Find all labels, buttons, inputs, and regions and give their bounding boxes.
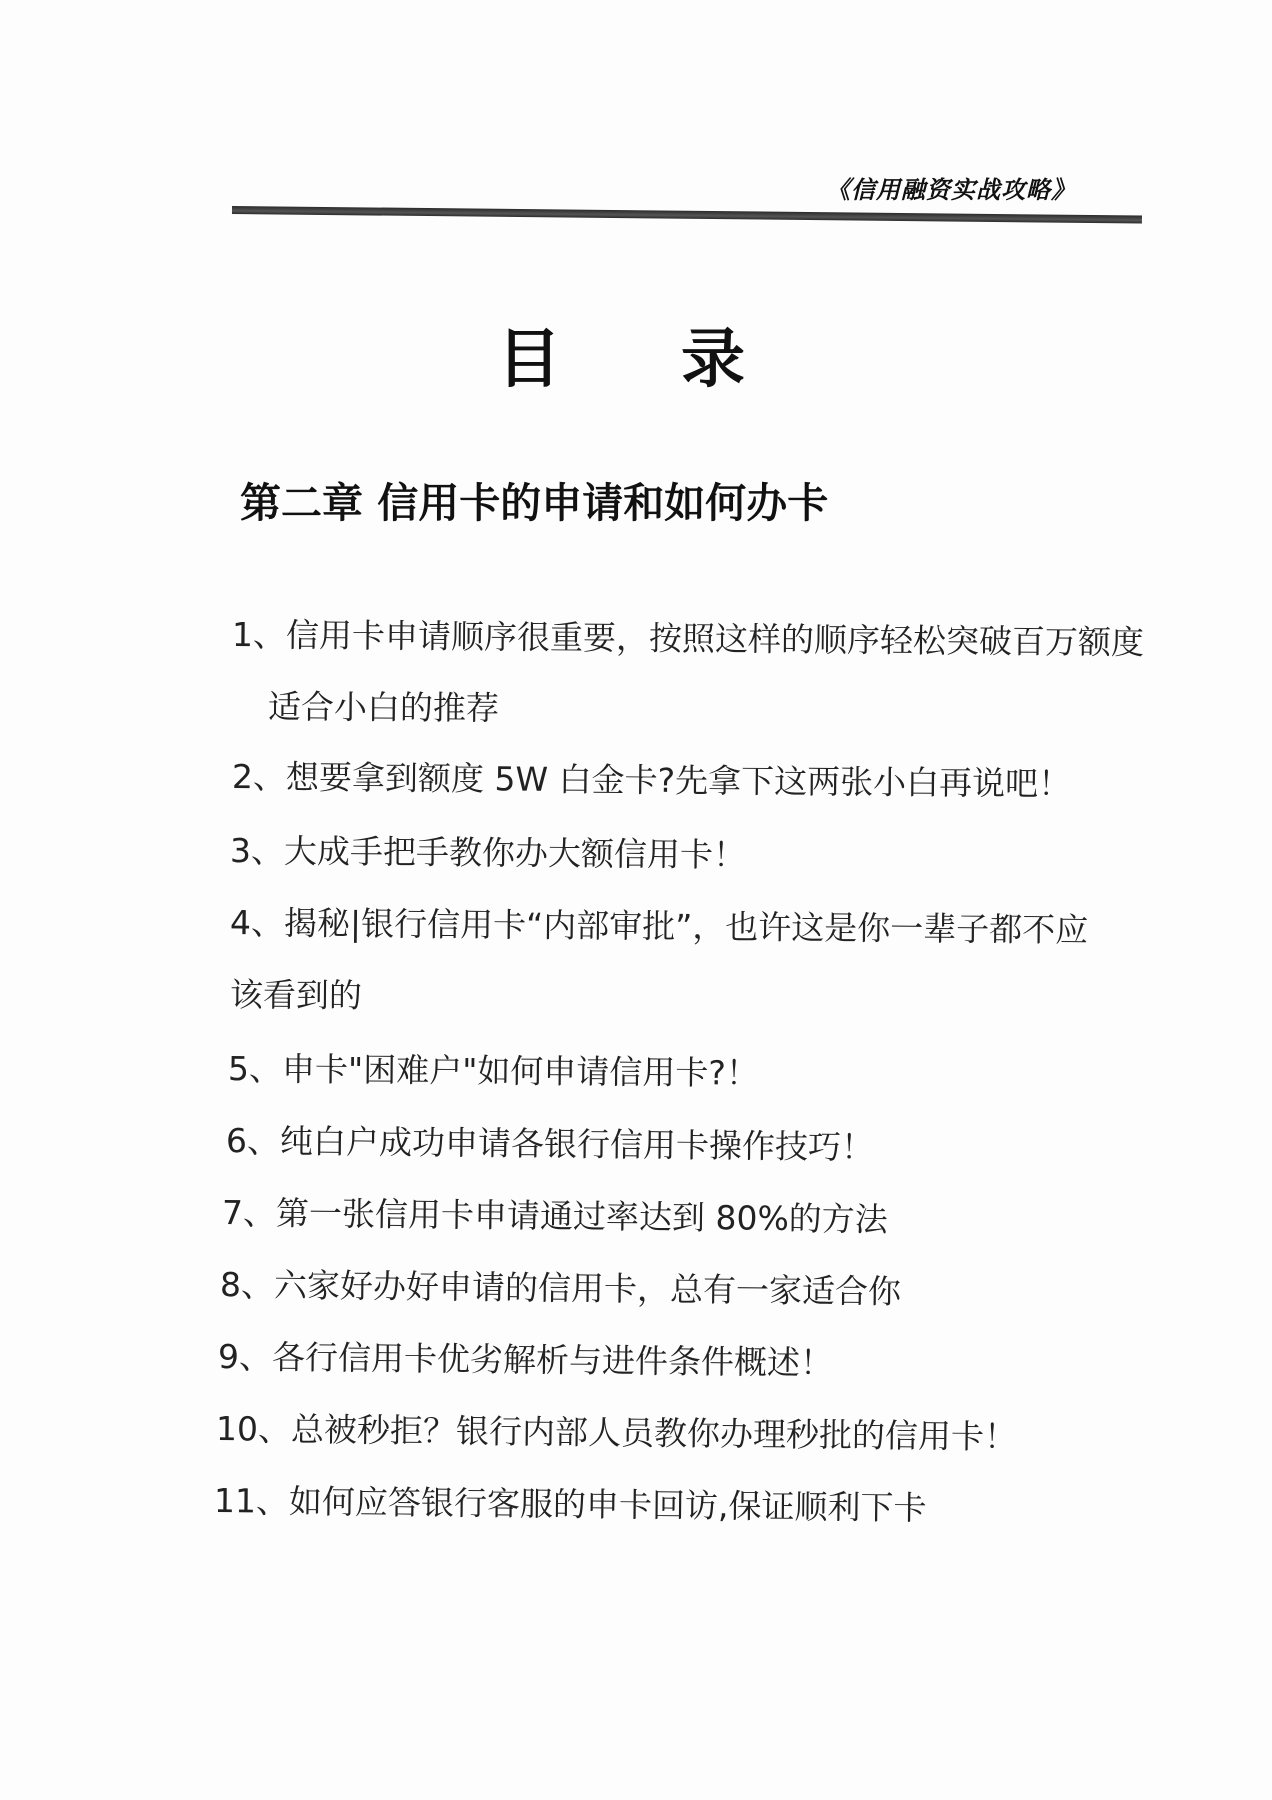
- toc-item-5: 5、申卡"困难户"如何申请信用卡?！: [227, 1049, 760, 1093]
- toc-item-4-continuation: 该看到的: [229, 975, 363, 1015]
- toc-item-11: 11、如何应答银行客服的申卡回访,保证顺利下卡: [213, 1481, 927, 1528]
- chapter-heading: 第二章 信用卡的申请和如何办卡: [240, 479, 829, 527]
- toc-item-1: 1、信用卡申请顺序很重要，按照这样的顺序轻松突破百万额度: [231, 615, 1145, 662]
- toc-item-6: 6、纯白户成功申请各银行信用卡操作技巧！: [225, 1121, 875, 1167]
- header-rule: [232, 206, 1142, 224]
- toc-item-2: 2、想要拿到额度 5W 白金卡?先拿下这两张小白再说吧！: [231, 757, 1072, 804]
- toc-item-7: 7、第一张信用卡申请通过率达到 80%的方法: [221, 1193, 889, 1239]
- toc-item-8: 8、六家好办好申请的信用卡，总有一家适合你: [219, 1265, 902, 1312]
- toc-item-3: 3、大成手把手教你办大额信用卡！: [229, 831, 747, 875]
- running-header-book-title: 《信用融资实战攻略》: [826, 175, 1076, 204]
- toc-item-9: 9、各行信用卡优劣解析与进件条件概述！: [217, 1337, 834, 1383]
- toc-heading: 目录: [497, 323, 865, 397]
- toc-item-4: 4、揭秘|银行信用卡“内部审批”，也许这是你一辈子都不应: [229, 903, 1089, 950]
- toc-item-1-continuation: 适合小白的推荐: [267, 687, 500, 728]
- toc-item-10: 10、总被秒拒？银行内部人员教你办理秒批的信用卡！: [215, 1409, 1018, 1457]
